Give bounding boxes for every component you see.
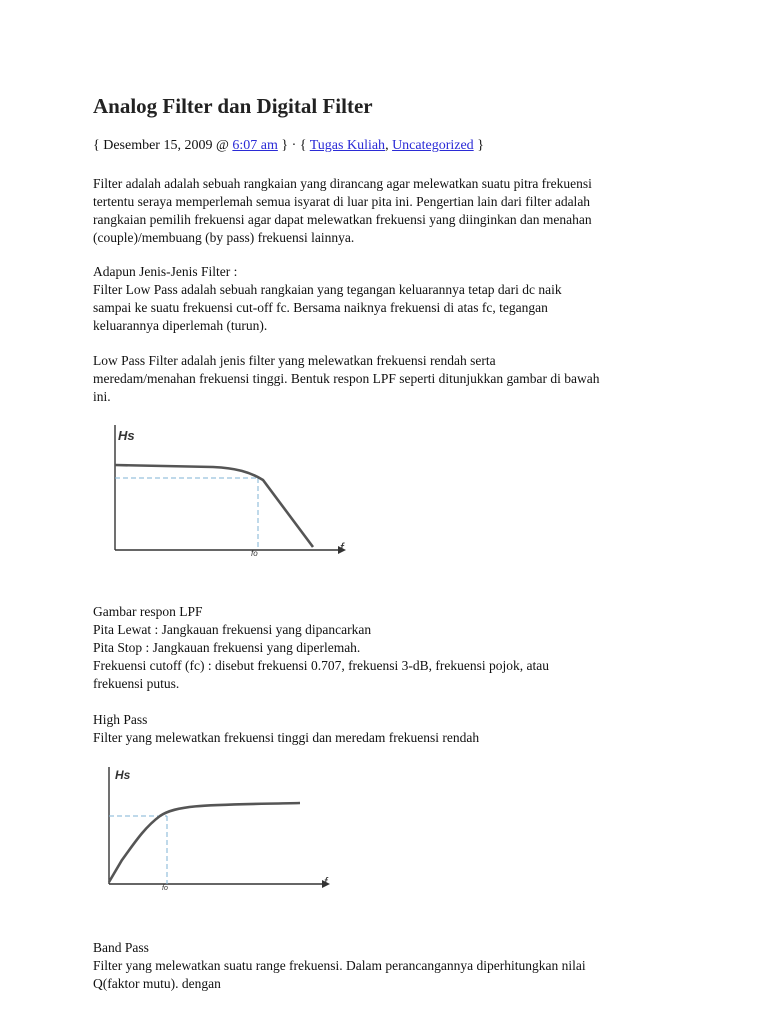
- text-line: Filter yang melewatkan suatu range frekuensi. Dalam perancangannya diperhitungkan nilai: [93, 958, 586, 973]
- meta-close: }: [473, 138, 484, 153]
- meta-separator: } · {: [277, 138, 310, 153]
- lpf-description-paragraph: [93, 352, 705, 406]
- post-time-link[interactable]: 6:07 am: [232, 138, 278, 153]
- intro-paragraph: [93, 175, 705, 247]
- text-line: tertentu seraya memperlemah semua isyarat di luar pita ini. Pengertian lain dari filter adalah: [93, 194, 591, 209]
- text-line: ini.: [93, 389, 111, 404]
- text-line: keluarannya diperlemah (turun).: [93, 318, 268, 333]
- text-line: Frekuensi cutoff (fc) : disebut frekuensi 0.707, frekuensi 3-dB, frekuensi pojok, atau: [93, 658, 550, 673]
- category-separator: ,: [385, 138, 393, 153]
- text-line: Q(faktor mutu). dengan: [93, 976, 221, 991]
- text-line: meredam/menahan frekuensi tinggi. Bentuk respon LPF seperti ditunjukkan gambar di bawah: [93, 371, 600, 386]
- post-title: Analog Filter dan Digital Filter: [93, 94, 373, 118]
- hpf-response-curve: [109, 803, 300, 882]
- lpf-response-curve: [115, 465, 313, 547]
- post-date: { Desember 15, 2009 @: [93, 138, 233, 153]
- bpf-description-paragraph: [93, 939, 705, 993]
- hpf-cutoff-label: fo: [162, 885, 168, 892]
- text-line: Adapun Jenis-Jenis Filter :: [93, 264, 238, 279]
- text-line: (couple)/membuang (by pass) frekuensi lainnya.: [93, 230, 355, 245]
- text-line: Pita Lewat : Jangkauan frekuensi yang dipancarkan: [93, 622, 372, 637]
- lpf-x-label: f: [340, 540, 344, 555]
- hpf-description-paragraph: [93, 711, 705, 747]
- text-line: Filter Low Pass adalah sebuah rangkaian yang tegangan keluarannya tetap dari dc naik: [93, 282, 562, 297]
- filter-types-paragraph: [93, 263, 705, 335]
- text-line: High Pass: [93, 712, 148, 727]
- text-line: Filter yang melewatkan frekuensi tinggi dan meredam frekuensi rendah: [93, 730, 480, 745]
- text-line: Filter adalah adalah sebuah rangkaian yang dirancang agar melewatkan suatu pitra frekuensi: [93, 176, 592, 191]
- text-line: frekuensi putus.: [93, 676, 180, 691]
- hpf-x-label: f: [324, 875, 328, 889]
- lpf-cutoff-label: fo: [251, 549, 258, 558]
- hpf-y-label: Hs: [115, 768, 131, 782]
- text-line: Low Pass Filter adalah jenis filter yang melewatkan frekuensi rendah serta: [93, 353, 496, 368]
- text-line: Band Pass: [93, 940, 149, 955]
- text-line: Gambar respon LPF: [93, 604, 203, 619]
- text-line: Pita Stop : Jangkauan frekuensi yang diperlemah.: [93, 640, 361, 655]
- hpf-response-figure: [100, 762, 350, 902]
- lpf-caption-paragraph: [93, 603, 705, 693]
- lpf-y-label: Hs: [118, 428, 135, 443]
- text-line: rangkaian pemilih frekuensi agar dapat melewatkan frekuensi yang diinginkan dan menahan: [93, 212, 592, 227]
- category-link-uncategorized[interactable]: Uncategorized: [392, 138, 474, 153]
- lpf-response-figure: [108, 420, 368, 570]
- text-line: sampai ke suatu frekuensi cut-off fc. Bersama naiknya frekuensi di atas fc, tegangan: [93, 300, 548, 315]
- category-link-tugas-kuliah[interactable]: Tugas Kuliah: [309, 138, 386, 153]
- post-meta: [93, 138, 484, 154]
